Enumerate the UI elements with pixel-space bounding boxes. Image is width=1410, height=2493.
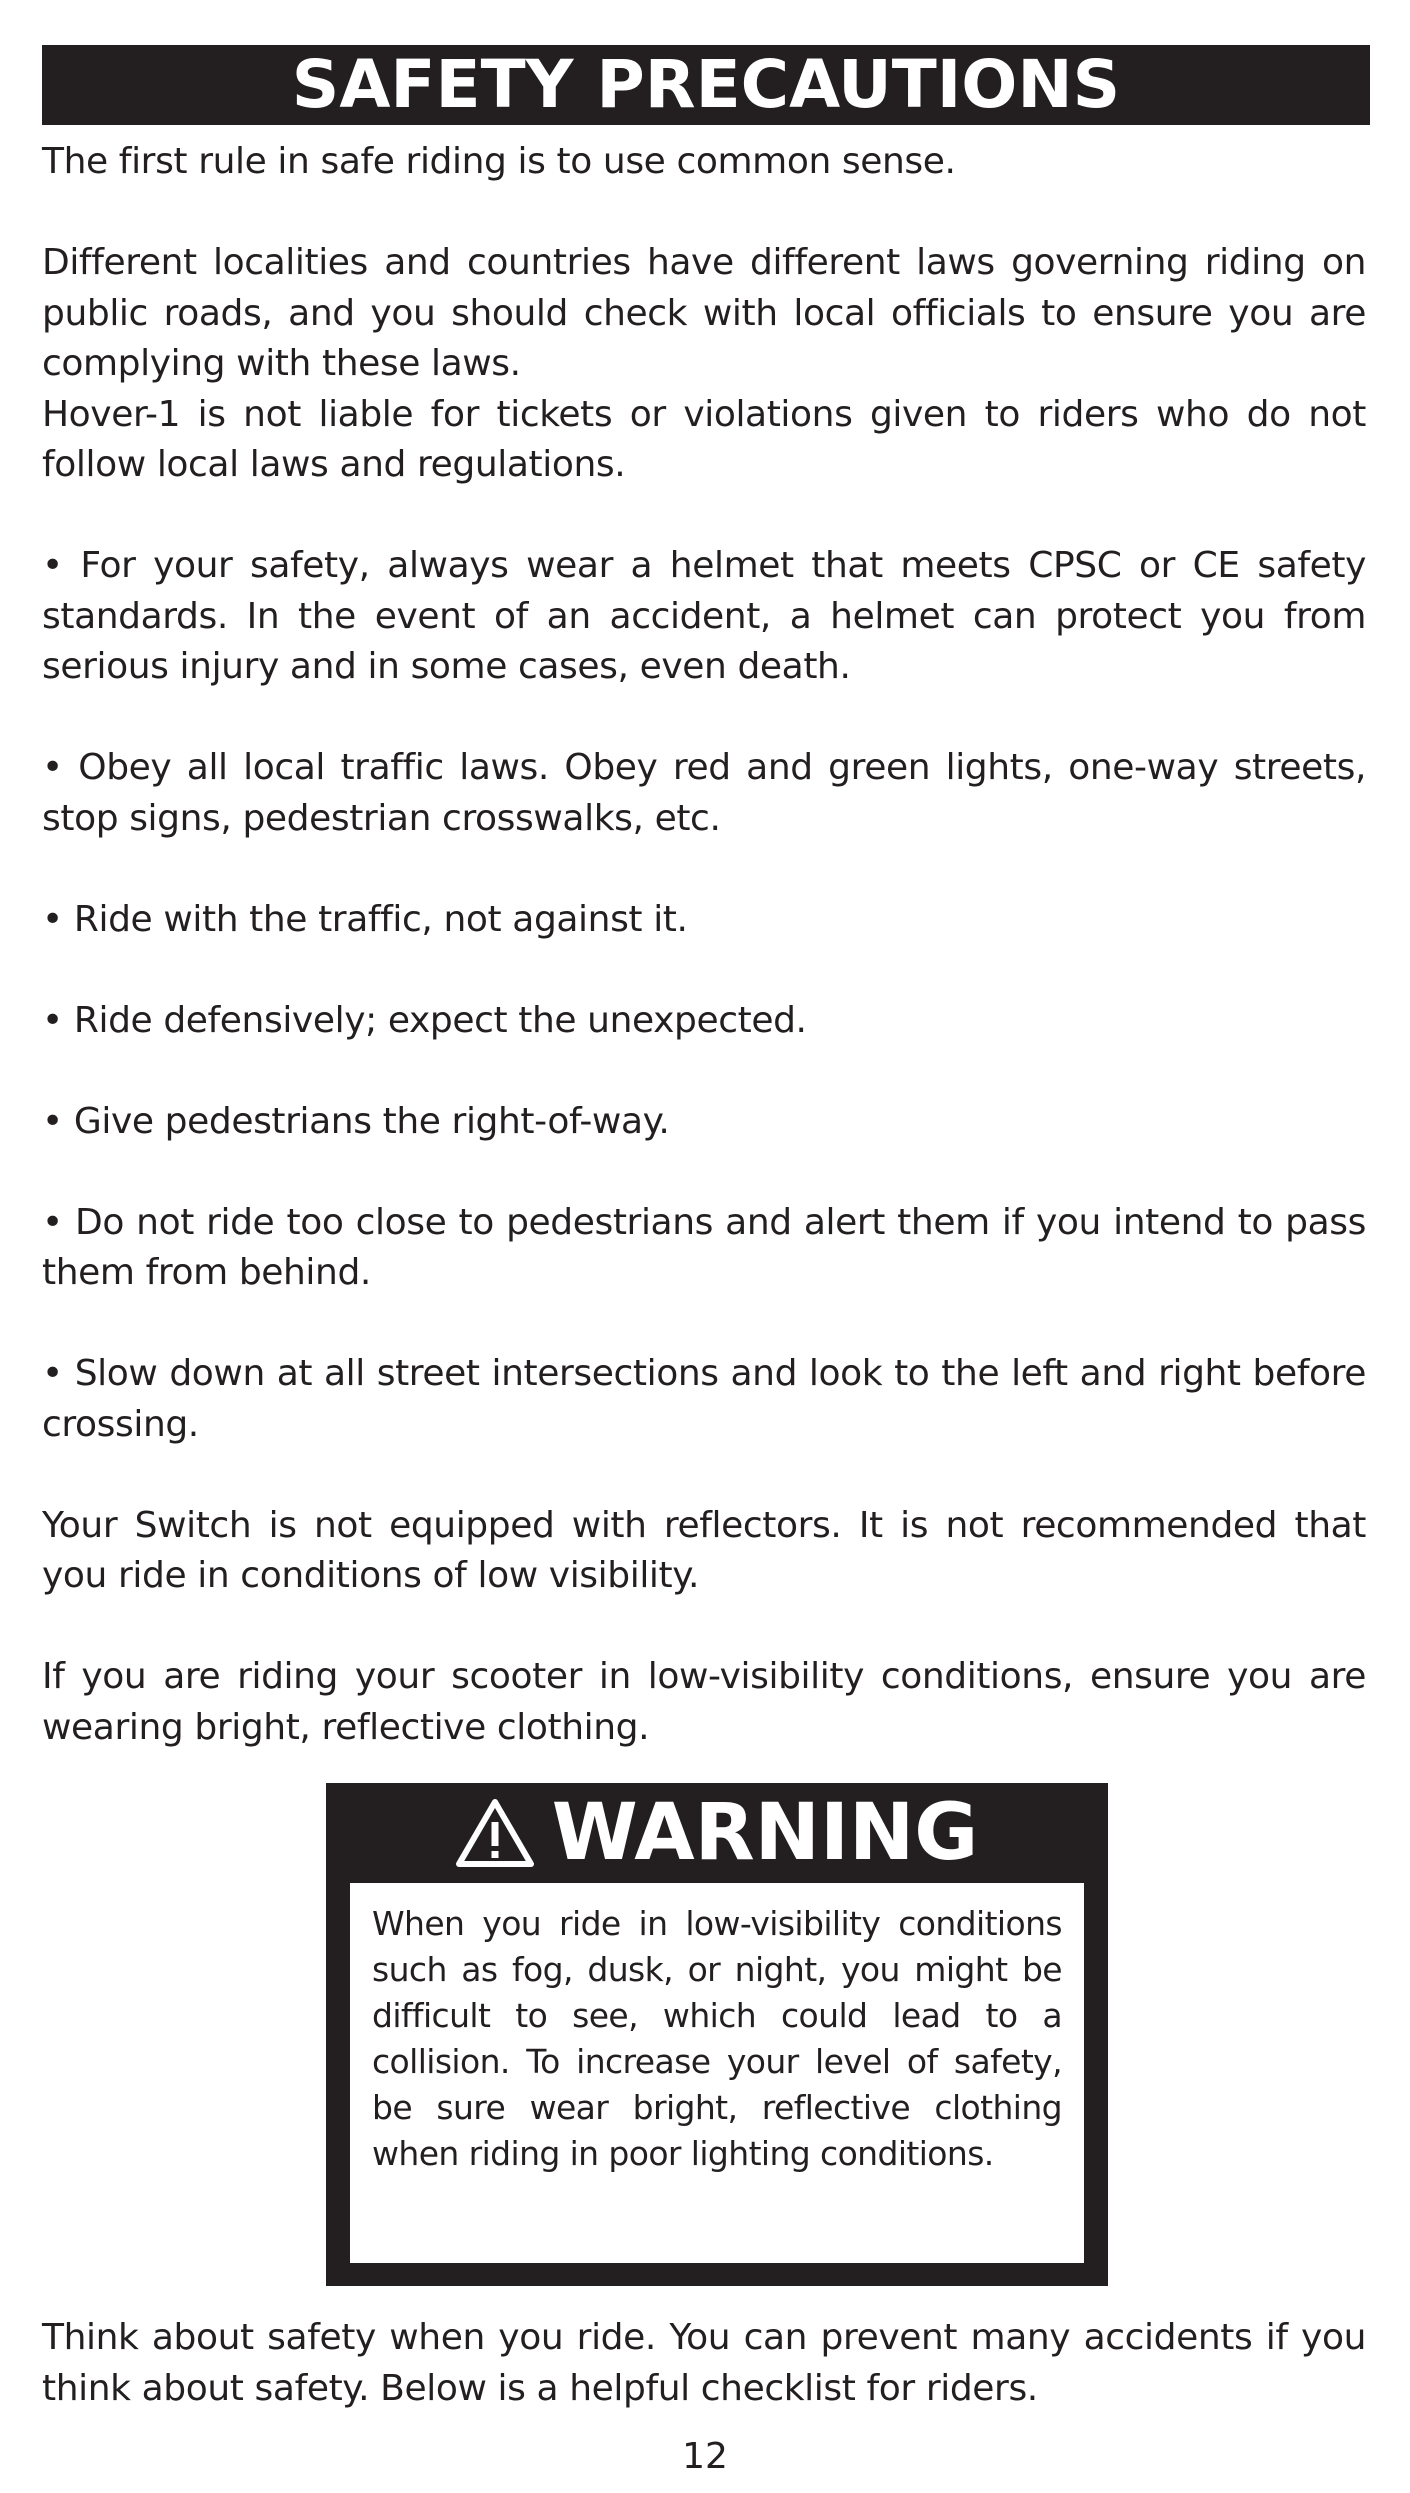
reflectors-paragraph: Your Switch is not equipped with reflectors. It is not recommended that you ride in conditions of low visibility. [42,1504,1366,1596]
helmet-bullet: • For your safety, always wear a helmet that meets CPSC or CE safety standards. In the event of an accident, a helmet can protect you from serious injury and in some cases, even death. [42,545,1366,687]
intersections-bullet: • Slow down at all street intersections and look to the left and right before crossing. [42,1353,1366,1445]
warning-box [326,1783,1108,2286]
warning-title: WARNING [551,1788,979,1878]
low-visibility-paragraph: If you are riding your scooter in low-visibility conditions, ensure you are wearing bright, reflective clothing. [42,1656,1366,1748]
page-title: SAFETY PRECAUTIONS [291,46,1121,123]
body-text [42,137,1366,1753]
pedestrians-right-of-way-bullet: • Give pedestrians the right-of-way. [42,1100,670,1142]
ride-defensively-bullet: • Ride defensively; expect the unexpected. [42,999,807,1041]
warning-text: When you ride in low-visibility conditions such as fog, dusk, or night, you might be difficult to see, which could lead to a collision. To increase your level of safety, be sure wear bright, reflective clothing when riding in poor lighting conditions. [372,1904,1062,2173]
closing-paragraph: Think about safety when you ride. You can prevent many accidents if you think about safety. Below is a helpful checklist for riders. [42,2317,1366,2409]
page-number: 12 [682,2436,728,2477]
warning-header [326,1783,1108,1883]
ride-with-traffic-bullet: • Ride with the traffic, not against it. [42,898,688,940]
warning-triangle-icon [456,1798,534,1868]
traffic-laws-bullet: • Obey all local traffic laws. Obey red and green lights, one-way streets, stop signs, pedestrian crosswalks, etc. [42,747,1366,839]
title-banner [42,45,1370,125]
local-laws-paragraph: Different localities and countries have different laws governing riding on public roads, and you should check with local officials to ensure you are complying with these laws. [42,242,1366,384]
intro-paragraph: The first rule in safe riding is to use common sense. [42,141,956,182]
pass-pedestrians-bullet: • Do not ride too close to pedestrians and alert them if you intend to pass them from behind. [42,1201,1366,1293]
warning-content-panel [350,1883,1084,2263]
liability-paragraph: Hover-1 is not liable for tickets or violations given to riders who do not follow local laws and regulations. [42,393,1366,485]
